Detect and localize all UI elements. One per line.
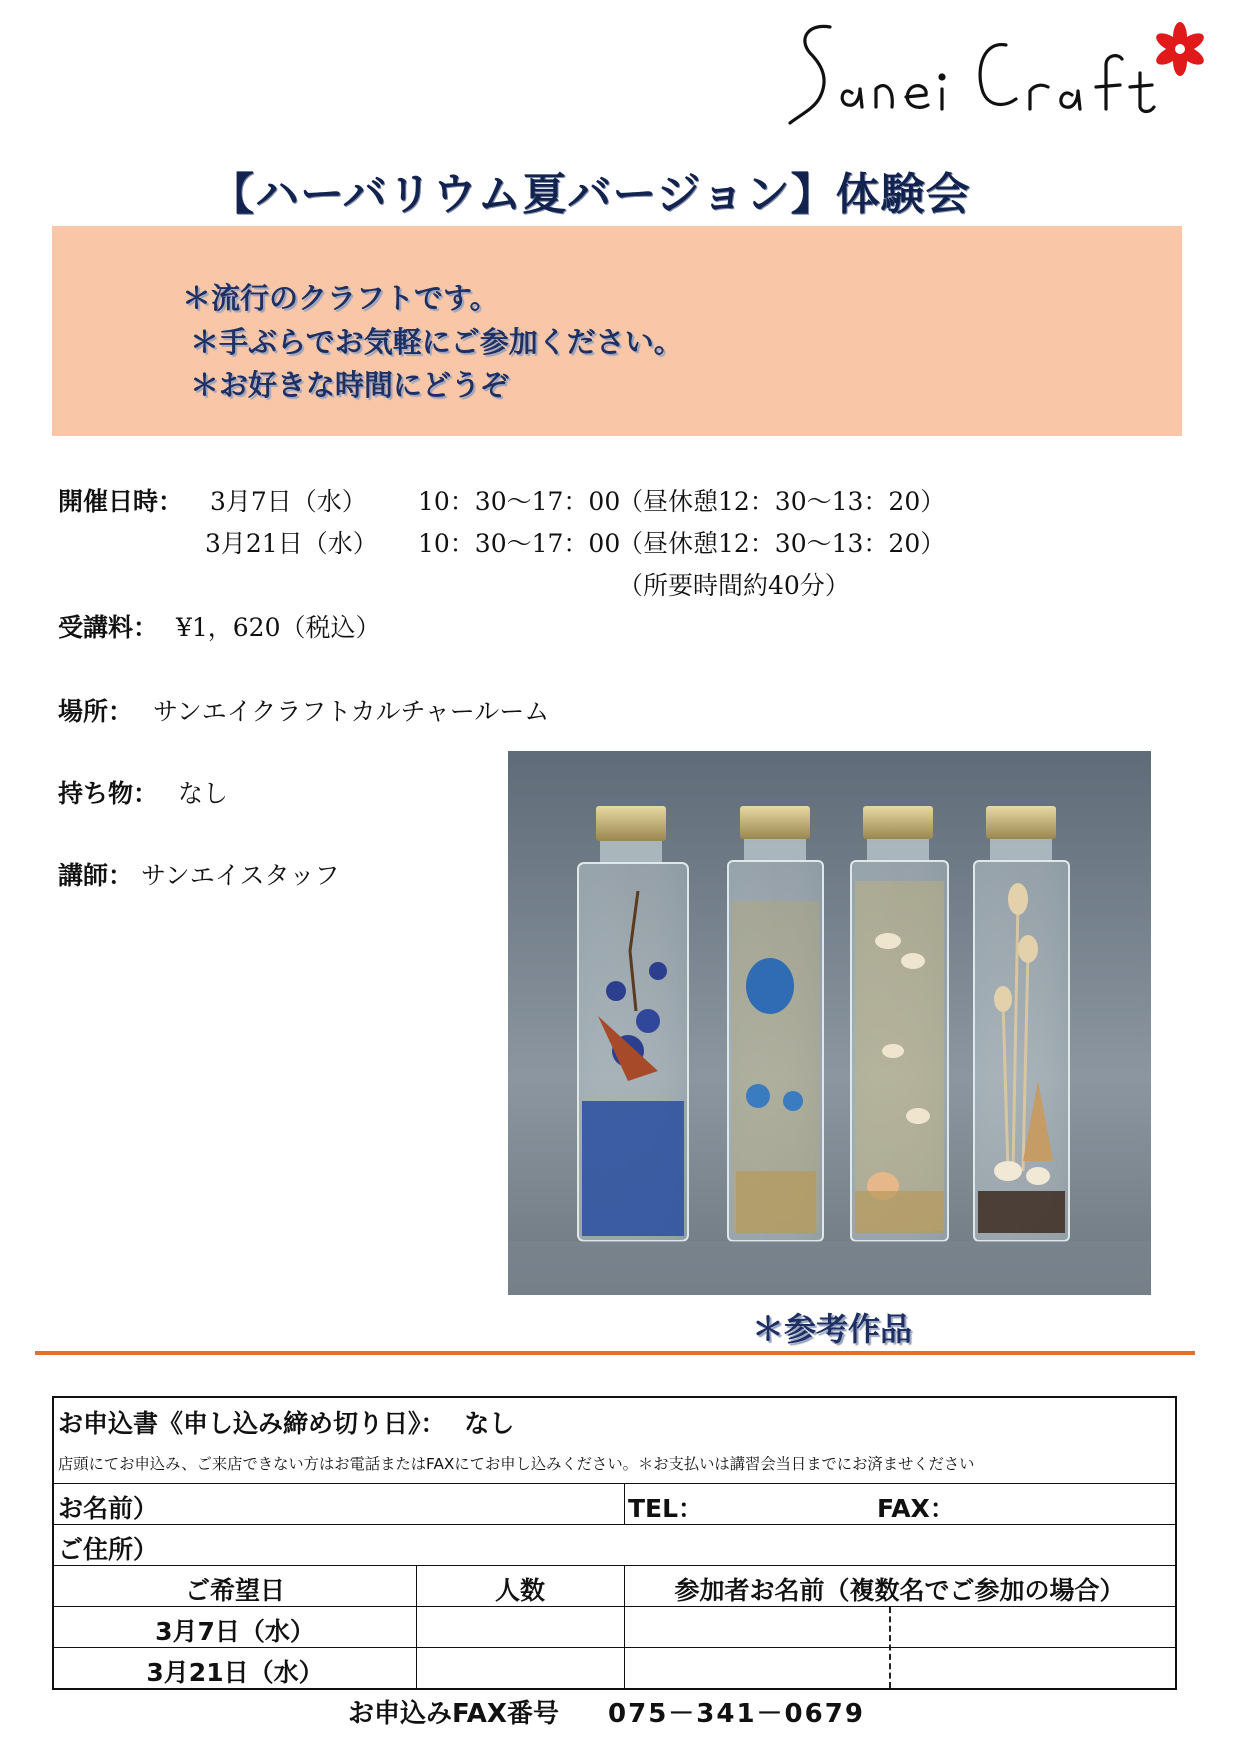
fax-number-line: [348, 1693, 865, 1730]
tel-field-label: TEL：: [628, 1494, 704, 1523]
column-divider: [624, 1566, 625, 1688]
herbarium-bottles-image: [508, 751, 1151, 1295]
schedule-duration: （所要時間約40分）: [618, 571, 850, 600]
form-deadline: なし: [464, 1409, 515, 1438]
column-divider: [624, 1484, 625, 1525]
preferred-date-header: ご希望日: [184, 1576, 285, 1605]
schedule-break: （昼休憩12：30～13：20）: [618, 529, 946, 558]
form-name-row: [54, 1484, 1175, 1525]
bottle-blue-flower: [728, 806, 823, 1241]
name-field-label: お名前）: [58, 1494, 159, 1523]
bottle-blue: [578, 806, 688, 1241]
schedule-time: 10：30～17：00: [418, 529, 621, 558]
form-table-header: [54, 1566, 1175, 1607]
form-address-row: [54, 1525, 1175, 1566]
red-asterisk-flower-icon: [1153, 22, 1207, 76]
page-title: 【ハーバリウム夏バージョン】体験会: [210, 169, 971, 220]
belongings-value: なし: [177, 779, 228, 808]
form-heading-text: お申込書《申し込み締め切り日》：: [58, 1409, 446, 1438]
photo-caption: ＊参考作品: [752, 1310, 913, 1348]
form-header-row: [54, 1398, 1175, 1484]
place-row: [58, 692, 549, 728]
form-date-row: [54, 1648, 1175, 1688]
participant-names-header: 参加者お名前（複数名でご参加の場合）: [674, 1576, 1125, 1605]
sample-works-photo: [508, 751, 1151, 1295]
schedule-date: 3月7日（水）: [210, 487, 367, 516]
form-date-row: [54, 1607, 1175, 1648]
banner-bullet: ＊お好きな時間にどうぞ: [190, 368, 510, 402]
form-note: 店頭にてお申込み、ご来店できない方はお電話またはFAXにてお申し込みください。＊お支払いは講習会当日までにお済ませください: [58, 1455, 975, 1473]
instructor-value: サンエイスタッフ: [140, 861, 340, 890]
sanei-craft-logo: [780, 15, 1220, 135]
banner-bullet: ＊流行のクラフトです。: [182, 281, 499, 315]
schedule-time: 10：30～17：00: [418, 487, 621, 516]
fee-label: 受講料：: [58, 613, 159, 642]
date-option: 3月7日（水）: [155, 1617, 315, 1646]
application-form: [52, 1396, 1177, 1690]
bottle-shells-gold: [851, 806, 948, 1241]
instructor-row: [58, 856, 339, 892]
date-option: 3月21日（水）: [146, 1658, 324, 1687]
section-divider: [35, 1351, 1195, 1355]
fee-value: ¥1，620（税込）: [175, 613, 381, 642]
schedule-date: 3月21日（水）: [205, 529, 378, 558]
belongings-row: [58, 774, 228, 810]
schedule-label: 開催日時：: [58, 487, 184, 516]
fax-number-label: お申込みFAX番号: [348, 1699, 559, 1729]
instructor-label: 講師：: [58, 861, 134, 890]
bottle-seed-pods: [974, 806, 1069, 1241]
logo-graphic: [780, 15, 1220, 135]
fee-row: [58, 608, 381, 644]
fax-field-label: FAX：: [877, 1494, 955, 1523]
form-heading: [58, 1404, 514, 1440]
place-value: サンエイクラフトカルチャールーム: [152, 697, 550, 726]
feature-banner: [52, 226, 1182, 436]
address-field-label: ご住所）: [58, 1535, 159, 1564]
dashed-column-divider: [889, 1607, 891, 1688]
fax-number-value: 075－341－0679: [608, 1699, 865, 1729]
banner-bullet: ＊手ぶらでお気軽にご参加ください。: [190, 325, 683, 359]
people-count-header: 人数: [494, 1576, 545, 1605]
schedule-break: （昼休憩12：30～13：20）: [618, 487, 946, 516]
belongings-label: 持ち物：: [58, 779, 159, 808]
column-divider: [416, 1566, 417, 1688]
place-label: 場所：: [58, 697, 134, 726]
